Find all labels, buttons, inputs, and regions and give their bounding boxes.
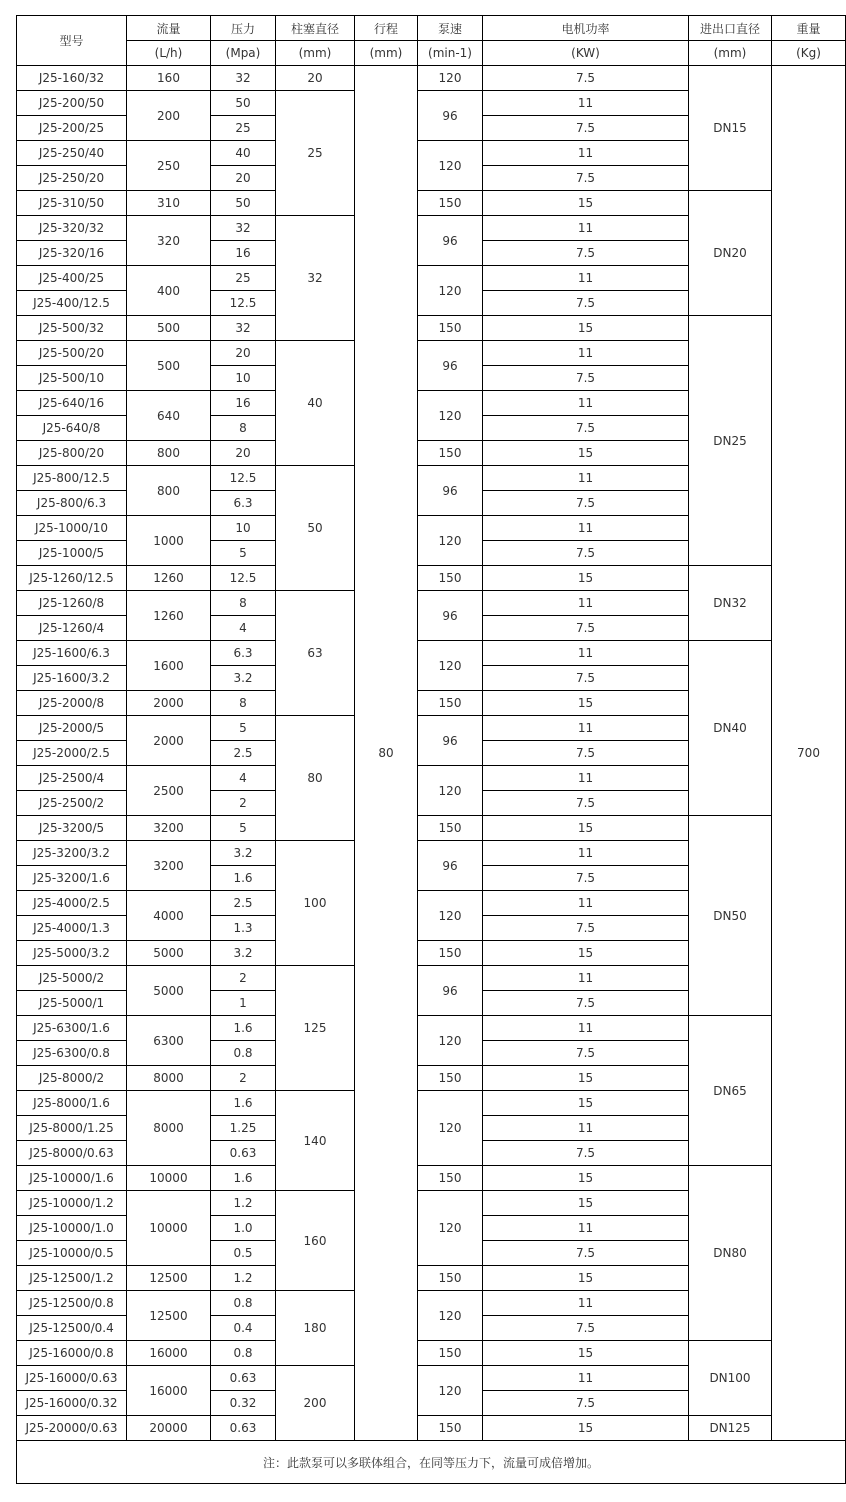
cell-pump-speed: 120 xyxy=(418,766,483,816)
cell-model: J25-400/12.5 xyxy=(17,291,127,316)
cell-flow: 640 xyxy=(127,391,211,441)
cell-motor-power: 11 xyxy=(483,641,689,666)
cell-flow: 310 xyxy=(127,191,211,216)
cell-motor-power: 15 xyxy=(483,1341,689,1366)
cell-pump-speed: 96 xyxy=(418,591,483,641)
cell-plunger-diameter: 20 xyxy=(276,66,355,91)
cell-model: J25-5000/2 xyxy=(17,966,127,991)
cell-port-diameter: DN32 xyxy=(689,566,772,641)
cell-port-diameter: DN50 xyxy=(689,816,772,1016)
cell-model: J25-310/50 xyxy=(17,191,127,216)
cell-motor-power: 7.5 xyxy=(483,741,689,766)
cell-pressure: 2 xyxy=(211,791,276,816)
cell-flow: 500 xyxy=(127,341,211,391)
cell-pressure: 1.3 xyxy=(211,916,276,941)
cell-flow: 200 xyxy=(127,91,211,141)
cell-pressure: 0.4 xyxy=(211,1316,276,1341)
cell-pressure: 8 xyxy=(211,691,276,716)
cell-flow: 5000 xyxy=(127,941,211,966)
cell-pressure: 0.32 xyxy=(211,1391,276,1416)
cell-pressure: 2 xyxy=(211,1066,276,1091)
cell-pressure: 1 xyxy=(211,991,276,1016)
cell-pressure: 32 xyxy=(211,216,276,241)
cell-flow: 16000 xyxy=(127,1366,211,1416)
cell-pressure: 20 xyxy=(211,341,276,366)
cell-model: J25-320/16 xyxy=(17,241,127,266)
cell-plunger-diameter: 80 xyxy=(276,716,355,841)
cell-port-diameter: DN80 xyxy=(689,1166,772,1341)
cell-motor-power: 11 xyxy=(483,716,689,741)
cell-model: J25-200/50 xyxy=(17,91,127,116)
header-pump-speed: 泵速 xyxy=(418,16,483,41)
cell-pump-speed: 150 xyxy=(418,191,483,216)
cell-pressure: 3.2 xyxy=(211,666,276,691)
unit-weight: (Kg) xyxy=(772,41,846,66)
cell-model: J25-8000/1.6 xyxy=(17,1091,127,1116)
cell-pump-speed: 150 xyxy=(418,941,483,966)
cell-model: J25-5000/3.2 xyxy=(17,941,127,966)
cell-motor-power: 15 xyxy=(483,1066,689,1091)
cell-flow: 3200 xyxy=(127,841,211,891)
cell-model: J25-16000/0.63 xyxy=(17,1366,127,1391)
cell-pump-speed: 150 xyxy=(418,1416,483,1441)
cell-plunger-diameter: 25 xyxy=(276,91,355,216)
table-row xyxy=(17,816,846,841)
cell-pressure: 50 xyxy=(211,191,276,216)
cell-pump-speed: 120 xyxy=(418,1016,483,1066)
cell-pressure: 5 xyxy=(211,716,276,741)
cell-motor-power: 11 xyxy=(483,266,689,291)
cell-pressure: 6.3 xyxy=(211,641,276,666)
cell-flow: 800 xyxy=(127,441,211,466)
cell-pump-speed: 120 xyxy=(418,891,483,941)
cell-pump-speed: 120 xyxy=(418,1291,483,1341)
cell-model: J25-250/40 xyxy=(17,141,127,166)
cell-flow: 16000 xyxy=(127,1341,211,1366)
cell-motor-power: 15 xyxy=(483,691,689,716)
cell-pressure: 1.6 xyxy=(211,866,276,891)
cell-model: J25-10000/1.6 xyxy=(17,1166,127,1191)
cell-motor-power: 15 xyxy=(483,441,689,466)
table-row xyxy=(17,66,846,91)
table-row xyxy=(17,1016,846,1041)
header-plunger-diameter: 柱塞直径 xyxy=(276,16,355,41)
cell-flow: 8000 xyxy=(127,1066,211,1091)
cell-model: J25-200/25 xyxy=(17,116,127,141)
cell-weight: 700 xyxy=(772,66,846,1441)
cell-model: J25-3200/3.2 xyxy=(17,841,127,866)
cell-pressure: 12.5 xyxy=(211,291,276,316)
cell-motor-power: 11 xyxy=(483,766,689,791)
cell-pressure: 10 xyxy=(211,516,276,541)
cell-model: J25-1600/6.3 xyxy=(17,641,127,666)
cell-motor-power: 15 xyxy=(483,1091,689,1116)
cell-model: J25-800/12.5 xyxy=(17,466,127,491)
cell-pressure: 0.8 xyxy=(211,1341,276,1366)
cell-model: J25-16000/0.8 xyxy=(17,1341,127,1366)
cell-model: J25-6300/0.8 xyxy=(17,1041,127,1066)
cell-model: J25-2000/8 xyxy=(17,691,127,716)
unit-motor-power: (KW) xyxy=(483,41,689,66)
cell-pressure: 5 xyxy=(211,541,276,566)
cell-motor-power: 11 xyxy=(483,841,689,866)
cell-motor-power: 15 xyxy=(483,1416,689,1441)
cell-port-diameter: DN15 xyxy=(689,66,772,191)
cell-motor-power: 11 xyxy=(483,591,689,616)
cell-model: J25-500/10 xyxy=(17,366,127,391)
cell-flow: 20000 xyxy=(127,1416,211,1441)
cell-motor-power: 11 xyxy=(483,516,689,541)
cell-plunger-diameter: 40 xyxy=(276,341,355,466)
cell-pressure: 8 xyxy=(211,591,276,616)
cell-plunger-diameter: 200 xyxy=(276,1366,355,1441)
cell-pump-speed: 150 xyxy=(418,816,483,841)
cell-motor-power: 15 xyxy=(483,1191,689,1216)
header-stroke: 行程 xyxy=(355,16,418,41)
cell-motor-power: 7.5 xyxy=(483,866,689,891)
table-row xyxy=(17,316,846,341)
cell-motor-power: 7.5 xyxy=(483,1241,689,1266)
cell-model: J25-10000/0.5 xyxy=(17,1241,127,1266)
cell-pressure: 1.6 xyxy=(211,1166,276,1191)
cell-pump-speed: 150 xyxy=(418,1266,483,1291)
cell-port-diameter: DN65 xyxy=(689,1016,772,1166)
cell-pressure: 0.63 xyxy=(211,1141,276,1166)
cell-plunger-diameter: 100 xyxy=(276,841,355,966)
cell-pump-speed: 120 xyxy=(418,141,483,191)
cell-port-diameter: DN20 xyxy=(689,191,772,316)
cell-port-diameter: DN125 xyxy=(689,1416,772,1441)
cell-motor-power: 11 xyxy=(483,966,689,991)
cell-model: J25-640/16 xyxy=(17,391,127,416)
cell-flow: 2500 xyxy=(127,766,211,816)
cell-model: J25-4000/1.3 xyxy=(17,916,127,941)
cell-motor-power: 7.5 xyxy=(483,1316,689,1341)
cell-motor-power: 15 xyxy=(483,1166,689,1191)
cell-pressure: 1.0 xyxy=(211,1216,276,1241)
cell-pump-speed: 150 xyxy=(418,441,483,466)
cell-model: J25-1260/12.5 xyxy=(17,566,127,591)
cell-flow: 4000 xyxy=(127,891,211,941)
cell-model: J25-160/32 xyxy=(17,66,127,91)
cell-pressure: 0.8 xyxy=(211,1291,276,1316)
cell-motor-power: 7.5 xyxy=(483,991,689,1016)
cell-model: J25-3200/5 xyxy=(17,816,127,841)
cell-motor-power: 7.5 xyxy=(483,366,689,391)
cell-motor-power: 7.5 xyxy=(483,416,689,441)
cell-motor-power: 7.5 xyxy=(483,241,689,266)
header-model: 型号 xyxy=(17,16,127,66)
cell-pressure: 25 xyxy=(211,266,276,291)
cell-pump-speed: 150 xyxy=(418,1166,483,1191)
cell-plunger-diameter: 63 xyxy=(276,591,355,716)
table-note: 注：此款泵可以多联体组合，在同等压力下，流量可成倍增加。 xyxy=(17,1441,846,1484)
cell-pressure: 1.25 xyxy=(211,1116,276,1141)
cell-pump-speed: 150 xyxy=(418,316,483,341)
cell-motor-power: 11 xyxy=(483,341,689,366)
cell-stroke: 80 xyxy=(355,66,418,1441)
cell-model: J25-12500/0.8 xyxy=(17,1291,127,1316)
cell-motor-power: 7.5 xyxy=(483,66,689,91)
cell-flow: 3200 xyxy=(127,816,211,841)
cell-motor-power: 7.5 xyxy=(483,616,689,641)
cell-pressure: 5 xyxy=(211,816,276,841)
cell-pressure: 50 xyxy=(211,91,276,116)
cell-flow: 10000 xyxy=(127,1166,211,1191)
cell-pump-speed: 120 xyxy=(418,66,483,91)
cell-pump-speed: 120 xyxy=(418,641,483,691)
cell-plunger-diameter: 50 xyxy=(276,466,355,591)
cell-flow: 320 xyxy=(127,216,211,266)
cell-pump-speed: 96 xyxy=(418,966,483,1016)
cell-motor-power: 15 xyxy=(483,816,689,841)
unit-stroke: (mm) xyxy=(355,41,418,66)
cell-pressure: 2.5 xyxy=(211,891,276,916)
cell-model: J25-8000/1.25 xyxy=(17,1116,127,1141)
cell-flow: 500 xyxy=(127,316,211,341)
cell-flow: 250 xyxy=(127,141,211,191)
cell-model: J25-4000/2.5 xyxy=(17,891,127,916)
cell-model: J25-2000/5 xyxy=(17,716,127,741)
cell-motor-power: 7.5 xyxy=(483,1041,689,1066)
cell-pump-speed: 120 xyxy=(418,1366,483,1416)
cell-model: J25-6300/1.6 xyxy=(17,1016,127,1041)
cell-pressure: 6.3 xyxy=(211,491,276,516)
table-row xyxy=(17,1166,846,1191)
unit-port-diameter: (mm) xyxy=(689,41,772,66)
cell-pressure: 0.63 xyxy=(211,1416,276,1441)
cell-model: J25-12500/0.4 xyxy=(17,1316,127,1341)
cell-pressure: 0.63 xyxy=(211,1366,276,1391)
cell-model: J25-500/32 xyxy=(17,316,127,341)
cell-port-diameter: DN100 xyxy=(689,1341,772,1416)
cell-motor-power: 15 xyxy=(483,941,689,966)
cell-pump-speed: 150 xyxy=(418,1066,483,1091)
cell-plunger-diameter: 140 xyxy=(276,1091,355,1191)
cell-flow: 800 xyxy=(127,466,211,516)
cell-flow: 160 xyxy=(127,66,211,91)
cell-model: J25-1600/3.2 xyxy=(17,666,127,691)
cell-pressure: 32 xyxy=(211,316,276,341)
unit-pump-speed: (min-1) xyxy=(418,41,483,66)
cell-flow: 6300 xyxy=(127,1016,211,1066)
cell-model: J25-320/32 xyxy=(17,216,127,241)
cell-motor-power: 11 xyxy=(483,1291,689,1316)
cell-pump-speed: 96 xyxy=(418,466,483,516)
cell-pressure: 1.2 xyxy=(211,1191,276,1216)
cell-model: J25-500/20 xyxy=(17,341,127,366)
header-weight: 重量 xyxy=(772,16,846,41)
cell-model: J25-12500/1.2 xyxy=(17,1266,127,1291)
cell-pressure: 4 xyxy=(211,616,276,641)
cell-model: J25-640/8 xyxy=(17,416,127,441)
cell-pressure: 4 xyxy=(211,766,276,791)
cell-motor-power: 11 xyxy=(483,141,689,166)
cell-pump-speed: 96 xyxy=(418,91,483,141)
cell-port-diameter: DN40 xyxy=(689,641,772,816)
cell-model: J25-8000/0.63 xyxy=(17,1141,127,1166)
cell-motor-power: 11 xyxy=(483,391,689,416)
cell-pressure: 3.2 xyxy=(211,841,276,866)
cell-pump-speed: 96 xyxy=(418,841,483,891)
cell-motor-power: 7.5 xyxy=(483,291,689,316)
cell-pressure: 3.2 xyxy=(211,941,276,966)
cell-flow: 12500 xyxy=(127,1266,211,1291)
header-port-diameter: 进出口直径 xyxy=(689,16,772,41)
spec-table xyxy=(16,15,846,1484)
spec-table-body xyxy=(17,66,846,1441)
cell-pump-speed: 96 xyxy=(418,341,483,391)
cell-pressure: 1.2 xyxy=(211,1266,276,1291)
cell-motor-power: 7.5 xyxy=(483,491,689,516)
cell-pump-speed: 120 xyxy=(418,391,483,441)
cell-model: J25-10000/1.0 xyxy=(17,1216,127,1241)
cell-motor-power: 15 xyxy=(483,316,689,341)
cell-pressure: 0.5 xyxy=(211,1241,276,1266)
cell-model: J25-800/20 xyxy=(17,441,127,466)
table-row xyxy=(17,191,846,216)
cell-pump-speed: 120 xyxy=(418,1091,483,1166)
unit-pressure: (Mpa) xyxy=(211,41,276,66)
cell-pressure: 1.6 xyxy=(211,1016,276,1041)
cell-pressure: 2.5 xyxy=(211,741,276,766)
cell-pressure: 40 xyxy=(211,141,276,166)
cell-model: J25-16000/0.32 xyxy=(17,1391,127,1416)
cell-flow: 1600 xyxy=(127,641,211,691)
cell-model: J25-20000/0.63 xyxy=(17,1416,127,1441)
cell-port-diameter: DN25 xyxy=(689,316,772,566)
cell-pump-speed: 96 xyxy=(418,716,483,766)
cell-motor-power: 7.5 xyxy=(483,116,689,141)
cell-model: J25-1000/5 xyxy=(17,541,127,566)
cell-model: J25-1260/8 xyxy=(17,591,127,616)
table-row xyxy=(17,1416,846,1441)
cell-motor-power: 7.5 xyxy=(483,1141,689,1166)
cell-flow: 8000 xyxy=(127,1091,211,1166)
cell-motor-power: 7.5 xyxy=(483,666,689,691)
header-motor-power: 电机功率 xyxy=(483,16,689,41)
cell-pump-speed: 150 xyxy=(418,691,483,716)
cell-pump-speed: 120 xyxy=(418,516,483,566)
cell-motor-power: 11 xyxy=(483,891,689,916)
cell-pressure: 32 xyxy=(211,66,276,91)
cell-pressure: 25 xyxy=(211,116,276,141)
cell-flow: 1260 xyxy=(127,591,211,641)
cell-model: J25-2500/4 xyxy=(17,766,127,791)
unit-plunger-diameter: (mm) xyxy=(276,41,355,66)
cell-motor-power: 7.5 xyxy=(483,1391,689,1416)
header-flow: 流量 xyxy=(127,16,211,41)
cell-model: J25-2000/2.5 xyxy=(17,741,127,766)
cell-motor-power: 7.5 xyxy=(483,166,689,191)
cell-motor-power: 7.5 xyxy=(483,916,689,941)
cell-model: J25-3200/1.6 xyxy=(17,866,127,891)
cell-plunger-diameter: 180 xyxy=(276,1291,355,1366)
cell-pressure: 1.6 xyxy=(211,1091,276,1116)
cell-pump-speed: 96 xyxy=(418,216,483,266)
cell-model: J25-2500/2 xyxy=(17,791,127,816)
cell-pressure: 8 xyxy=(211,416,276,441)
cell-motor-power: 11 xyxy=(483,1216,689,1241)
cell-pump-speed: 150 xyxy=(418,566,483,591)
cell-pressure: 2 xyxy=(211,966,276,991)
cell-pressure: 16 xyxy=(211,391,276,416)
cell-plunger-diameter: 160 xyxy=(276,1191,355,1291)
cell-pressure: 12.5 xyxy=(211,466,276,491)
cell-pressure: 20 xyxy=(211,441,276,466)
cell-pressure: 20 xyxy=(211,166,276,191)
cell-flow: 10000 xyxy=(127,1191,211,1266)
cell-flow: 1000 xyxy=(127,516,211,566)
table-row xyxy=(17,566,846,591)
cell-motor-power: 11 xyxy=(483,1116,689,1141)
cell-flow: 12500 xyxy=(127,1291,211,1341)
cell-pressure: 0.8 xyxy=(211,1041,276,1066)
cell-flow: 2000 xyxy=(127,691,211,716)
cell-flow: 5000 xyxy=(127,966,211,1016)
cell-model: J25-10000/1.2 xyxy=(17,1191,127,1216)
cell-flow: 400 xyxy=(127,266,211,316)
cell-motor-power: 15 xyxy=(483,566,689,591)
cell-pressure: 10 xyxy=(211,366,276,391)
cell-flow: 2000 xyxy=(127,716,211,766)
cell-pump-speed: 150 xyxy=(418,1341,483,1366)
cell-model: J25-8000/2 xyxy=(17,1066,127,1091)
cell-motor-power: 15 xyxy=(483,191,689,216)
cell-motor-power: 11 xyxy=(483,91,689,116)
cell-motor-power: 11 xyxy=(483,1366,689,1391)
cell-motor-power: 7.5 xyxy=(483,541,689,566)
cell-plunger-diameter: 125 xyxy=(276,966,355,1091)
cell-flow: 1260 xyxy=(127,566,211,591)
header-pressure: 压力 xyxy=(211,16,276,41)
cell-pump-speed: 120 xyxy=(418,266,483,316)
cell-motor-power: 11 xyxy=(483,466,689,491)
cell-model: J25-250/20 xyxy=(17,166,127,191)
cell-model: J25-800/6.3 xyxy=(17,491,127,516)
cell-motor-power: 11 xyxy=(483,1016,689,1041)
cell-motor-power: 7.5 xyxy=(483,791,689,816)
cell-model: J25-400/25 xyxy=(17,266,127,291)
unit-flow: (L/h) xyxy=(127,41,211,66)
cell-model: J25-1000/10 xyxy=(17,516,127,541)
cell-plunger-diameter: 32 xyxy=(276,216,355,341)
cell-pressure: 12.5 xyxy=(211,566,276,591)
table-row xyxy=(17,641,846,666)
cell-motor-power: 15 xyxy=(483,1266,689,1291)
table-row xyxy=(17,1341,846,1366)
cell-pressure: 16 xyxy=(211,241,276,266)
cell-pump-speed: 120 xyxy=(418,1191,483,1266)
cell-model: J25-1260/4 xyxy=(17,616,127,641)
cell-model: J25-5000/1 xyxy=(17,991,127,1016)
cell-motor-power: 11 xyxy=(483,216,689,241)
